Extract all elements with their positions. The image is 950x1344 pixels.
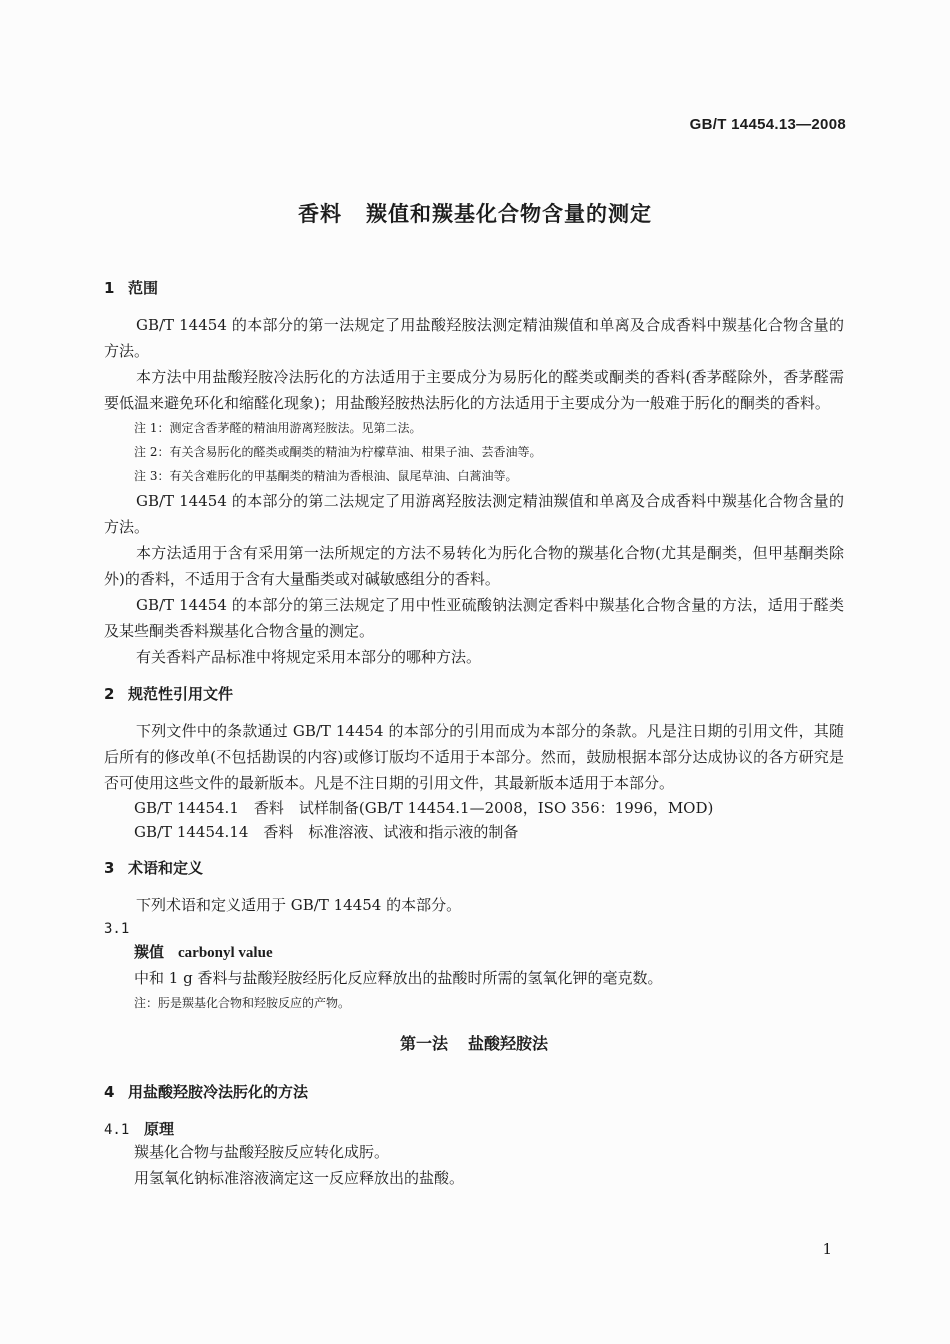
section-1-title: 范围 [128,279,159,297]
section-3-heading [104,858,844,878]
section-4-number: 4 [104,1083,115,1101]
section-2-title: 规范性引用文件 [128,685,234,703]
reference-1: GB/T 14454.1 香料 试样制备(GB/T 14454.1—2008，ISO 356：1996，MOD) [134,799,714,817]
section-4-paragraph-2: 用氢氧化钠标准溶液滴定这一反应释放出的盐酸。 [134,1169,465,1187]
section-2-heading [104,684,844,704]
section-1-paragraph-2: 本方法中用盐酸羟胺冷法肟化的方法适用于主要成分为易肟化的醛类或酮类的香料(香茅醛除外，香茅醛需要低温来避免环化和缩醛化现象)；用盐酸羟胺热法肟化的方法适用于主要成分为一般难于肟化的酮类的香料。 [104,368,844,412]
clause-4-1-heading [104,1118,844,1139]
title-part2: 羰值和羰基化合物含量的测定 [366,202,652,226]
section-1-paragraph-3: GB/T 14454 的本部分的第二法规定了用游离羟胺法测定精油羰值和单离及合成香料中羰基化合物含量的方法。 [104,492,844,536]
section-1-paragraph-6: 有关香料产品标准中将规定采用本部分的哪种方法。 [136,648,482,666]
method-1-label: 第一法 [399,1034,448,1053]
document-title [0,198,950,228]
clause-4-1-title: 原理 [144,1120,175,1138]
document-body [104,278,844,1191]
section-3-paragraph-1: 下列术语和定义适用于 GB/T 14454 的本部分。 [136,896,462,914]
term-entry [104,940,844,965]
term-chinese: 羰值 [134,943,165,961]
term-definition: 中和 1 g 香料与盐酸羟胺经肟化反应释放出的盐酸时所需的氢氧化钾的毫克数。 [134,969,663,987]
section-1-paragraph-4: 本方法适用于含有采用第一法所规定的方法不易转化为肟化合物的羰基化合物(尤其是酮类，但甲基酮类除外)的香料，不适用于含有大量酯类或对碱敏感组分的香料。 [104,544,844,588]
section-3-title: 术语和定义 [128,859,204,877]
section-1-number: 1 [104,279,115,297]
section-1-note-2: 注 2：有关含易肟化的醛类或酮类的精油为柠檬草油、柑果子油、芸香油等。 [134,445,542,459]
section-1-note-1: 注 1：测定含香茅醛的精油用游离羟胺法。见第二法。 [134,421,422,435]
section-2-number: 2 [104,685,115,703]
section-4-paragraph-1: 羰基化合物与盐酸羟胺反应转化成肟。 [134,1143,390,1161]
section-3-number: 3 [104,859,115,877]
method-1-title: 盐酸羟胺法 [468,1034,549,1053]
section-4-heading [104,1082,844,1102]
section-2-paragraph-1: 下列文件中的条款通过 GB/T 14454 的本部分的引用而成为本部分的条款。凡是注日期的引用文件，其随后所有的修改单(不包括勘误的内容)或修订版均不适用于本部分。然而，鼓励根据本部分达成协议的各方研究是否可使用这些文件的最新版本。凡是不注日期的引用文件，其最新版本适用于本部分。 [104,722,844,792]
section-4-title: 用盐酸羟胺冷法肟化的方法 [128,1083,309,1101]
term-english: carbonyl value [178,945,273,961]
clause-4-1-number: 4.1 [104,1122,130,1138]
method-1-heading [104,1031,844,1054]
standard-code: GB/T 14454.13—2008 [689,116,846,133]
term-note: 注：肟是羰基化合物和羟胺反应的产物。 [134,996,351,1010]
page-number: 1 [822,1240,832,1258]
clause-3-1-number: 3.1 [104,921,130,937]
section-1-note-3: 注 3：有关含难肟化的甲基酮类的精油为香根油、鼠尾草油、白蒿油等。 [134,469,518,483]
section-1-paragraph-1: GB/T 14454 的本部分的第一法规定了用盐酸羟胺法测定精油羰值和单离及合成香料中羰基化合物含量的方法。 [104,316,844,360]
title-part1: 香料 [298,202,342,226]
section-1-heading [104,278,844,298]
reference-2: GB/T 14454.14 香料 标准溶液、试液和指示液的制备 [134,823,519,841]
section-1-paragraph-5: GB/T 14454 的本部分的第三法规定了用中性亚硫酸钠法测定香料中羰基化合物含量的方法，适用于醛类及某些酮类香料羰基化合物含量的测定。 [104,596,844,640]
